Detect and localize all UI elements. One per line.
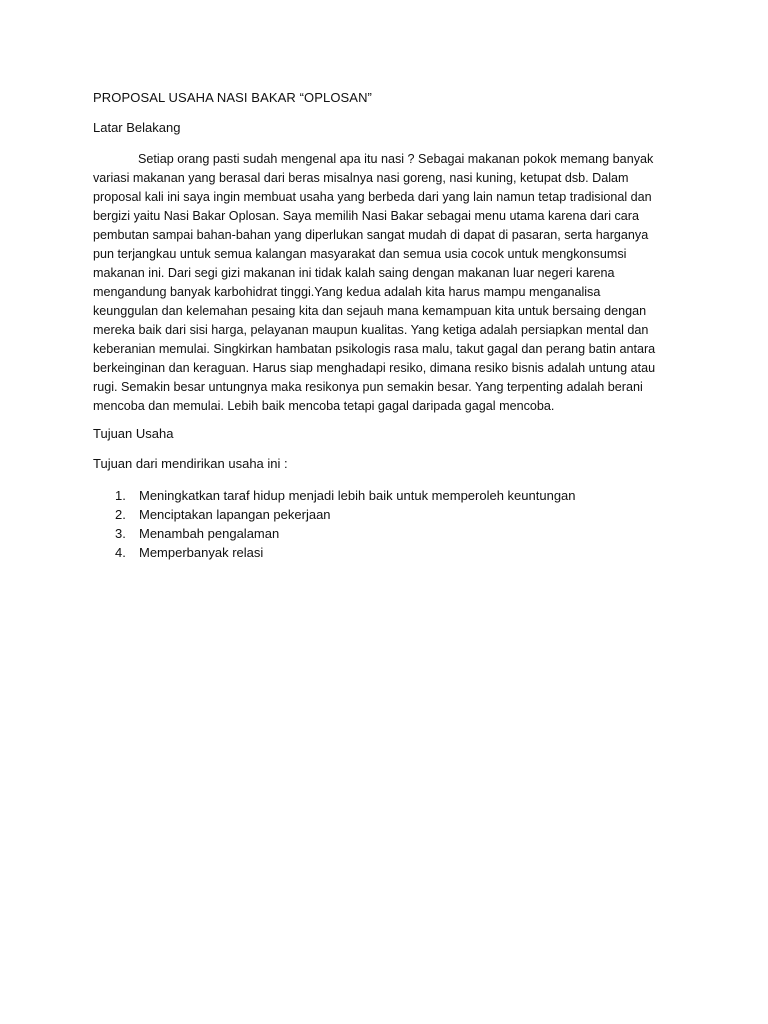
paragraph-line: Setiap orang pasti sudah mengenal apa itu nasi ? Sebagai makanan pokok memang banyak [138,152,654,166]
paragraph-line: proposal kali ini saya ingin membuat usaha yang berbeda dari yang lain namun tetap tradisional dan [93,190,652,204]
paragraph-line: mereka baik dari sisi harga, pelayanan maupun kualitas. Yang ketiga adalah persiapkan mental dan [93,323,649,337]
paragraph-line: mencoba dan memulai. Lebih baik mencoba tetapi gagal daripada gagal mencoba. [93,399,555,413]
document-title: PROPOSAL USAHA NASI BAKAR “OPLOSAN” [93,90,372,105]
list-item-text: Memperbanyak relasi [139,545,264,560]
list-item [93,505,576,524]
paragraph-latar-belakang [93,150,683,416]
tujuan-intro: Tujuan dari mendirikan usaha ini : [93,456,288,471]
list-item [93,486,576,505]
paragraph-line: variasi makanan yang berasal dari beras misalnya nasi goreng, nasi kuning, ketupat dsb. Dalam [93,171,629,185]
tujuan-list [93,486,576,562]
list-item-text: Meningkatkan taraf hidup menjadi lebih baik untuk memperoleh keuntungan [139,488,576,503]
list-item-text: Menambah pengalaman [139,526,280,541]
paragraph-line: rugi. Semakin besar untungnya maka resikonya pun semakin besar. Yang terpenting adalah berani [93,380,643,394]
list-item-number: 3. [115,526,126,541]
list-item-number: 4. [115,545,126,560]
list-item [93,524,576,543]
paragraph-line: bergizi yaitu Nasi Bakar Oplosan. Saya memilih Nasi Bakar sebagai menu utama karena dari cara [93,209,639,223]
list-item [93,543,576,562]
list-item-number: 2. [115,507,126,522]
paragraph-line: mengandung banyak karbohidrat tinggi.Yang kedua adalah kita harus mampu menganalisa [93,285,601,299]
paragraph-line: keberanian memulai. Singkirkan hambatan psikologis rasa malu, takut gagal dan perang batin antara [93,342,656,356]
paragraph-line: pembutan sampai bahan-bahan yang diperlukan sangat mudah di dapat di pasaran, serta harganya [93,228,649,242]
heading-latar-belakang: Latar Belakang [93,120,181,135]
paragraph-line: keunggulan dan kelemahan pesaing kita dan sejauh mana kemampuan kita untuk bersaing dengan [93,304,647,318]
paragraph-line: berkeinginan dan keraguan. Harus siap menghadapi resiko, dimana resiko bisnis adalah untung atau [93,361,656,375]
paragraph-line: makanan ini. Dari segi gizi makanan ini tidak kalah saing dengan makanan luar negeri karena [93,266,615,280]
list-item-text: Menciptakan lapangan pekerjaan [139,507,331,522]
paragraph-line: pun terjangkau untuk semua kalangan masyarakat dan semua usia cocok untuk mengkonsumsi [93,247,627,261]
list-item-number: 1. [115,488,126,503]
heading-tujuan-usaha: Tujuan Usaha [93,426,174,441]
